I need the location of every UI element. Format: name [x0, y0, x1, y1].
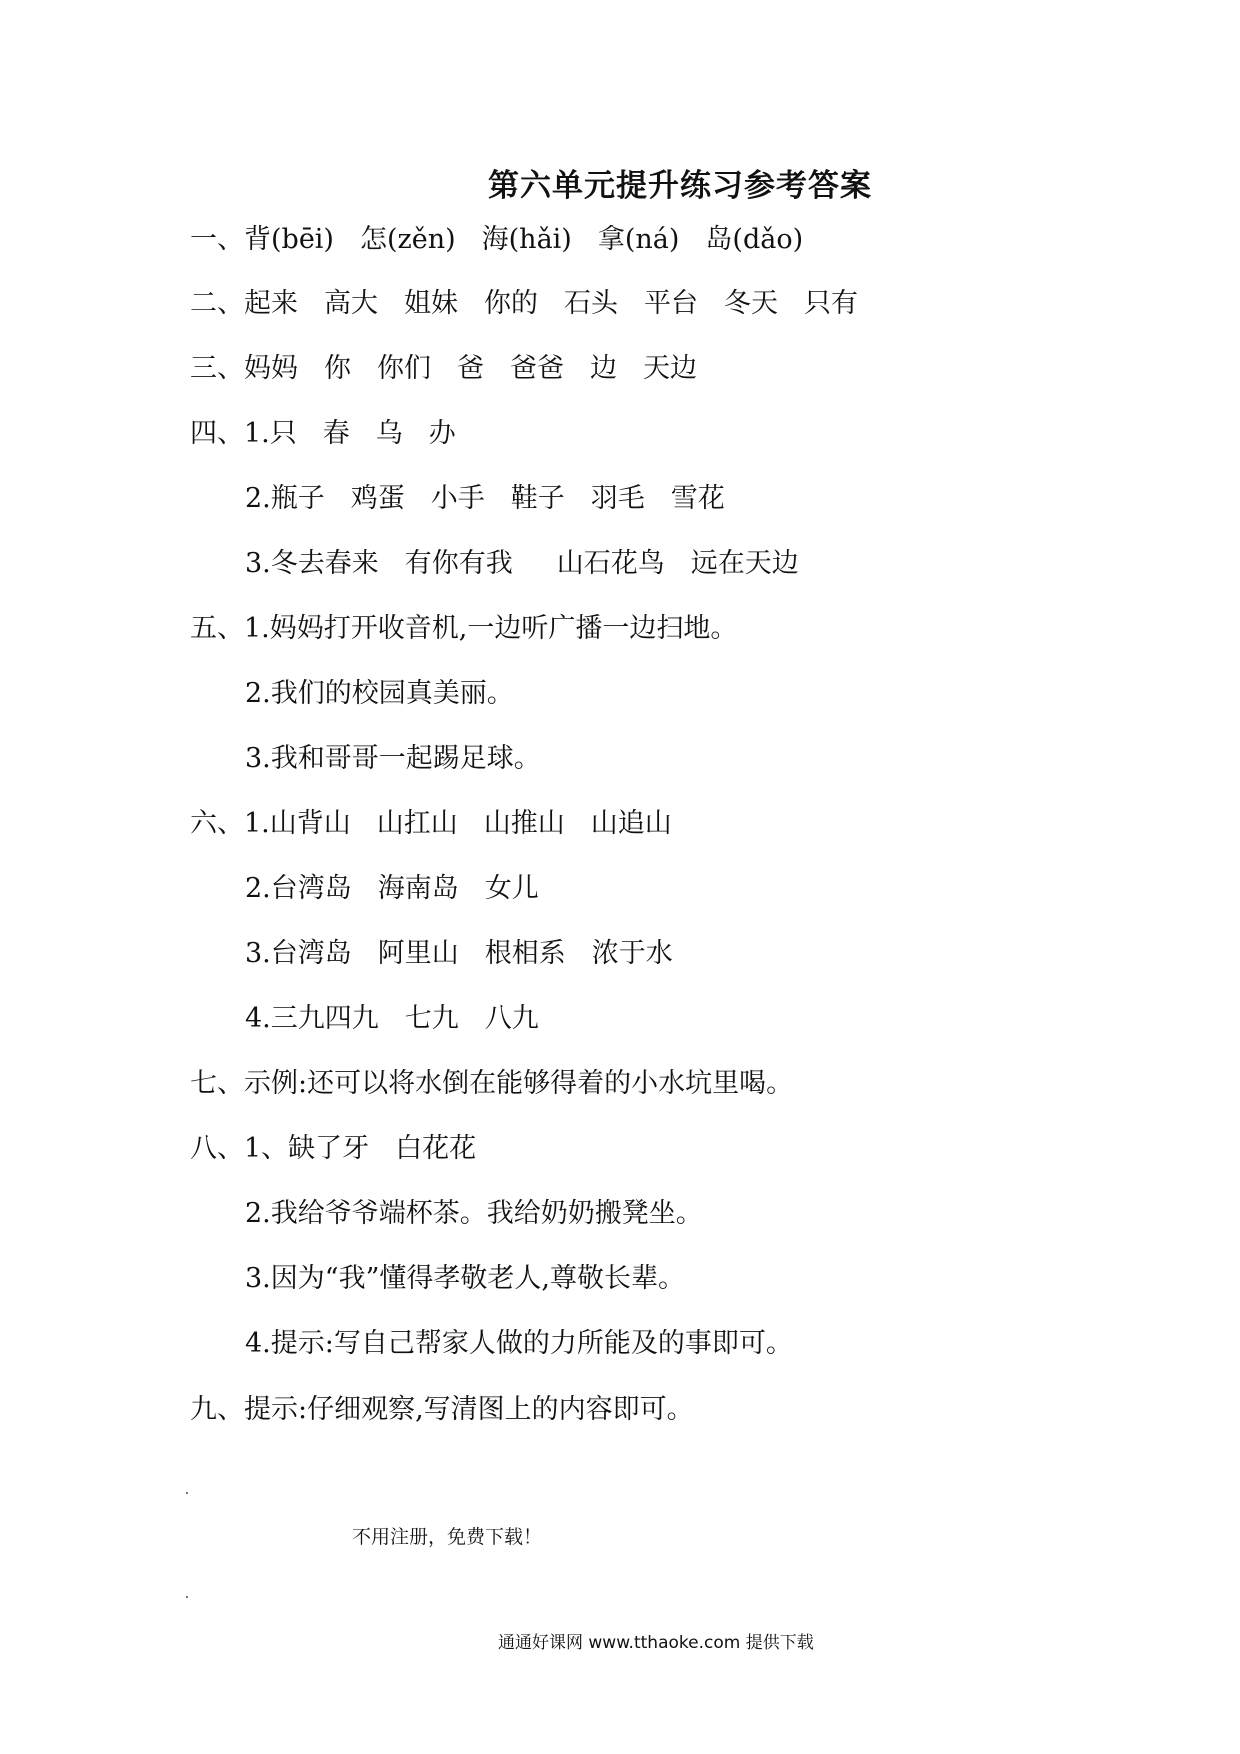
q2-item: 只有	[804, 288, 858, 319]
q5-answer: 2.我们的校园真美丽。	[245, 678, 514, 709]
q1-item: 拿(ná)	[597, 224, 680, 255]
q2-item: 高大	[324, 288, 378, 319]
q4-line-2	[245, 481, 751, 517]
q4-item: 鸡蛋	[350, 483, 405, 514]
q8-item: 1、缺了牙	[244, 1133, 370, 1164]
scan-speck	[186, 1492, 188, 1494]
q4-line-1	[190, 416, 482, 452]
q5-answer: 3.我和哥哥一起踢足球。	[245, 743, 541, 774]
q3-item: 你们	[377, 353, 431, 384]
q4-item: 有你有我	[404, 548, 513, 579]
q2-item: 冬天	[724, 288, 778, 319]
q6-line-4	[245, 1001, 565, 1037]
q5-answer: 1.妈妈打开收音机,一边听广播一边扫地。	[244, 613, 738, 644]
q1-prefix: 一、	[190, 224, 244, 255]
q1-line	[190, 222, 829, 258]
q8-line-2	[245, 1196, 703, 1232]
q4-item: 山石花鸟	[556, 548, 665, 579]
q4-item: 羽毛	[590, 483, 645, 514]
q9-answer: 提示:仔细观察,写清图上的内容即可。	[244, 1394, 694, 1425]
q4-item: 2.瓶子	[245, 483, 325, 514]
q1-item: 海(hǎi)	[481, 224, 572, 255]
q4-item: 春	[322, 418, 350, 449]
q6-item: 浓于水	[591, 938, 673, 969]
q8-line-1	[190, 1131, 502, 1167]
q3-prefix: 三、	[190, 353, 244, 384]
q6-item: 3.台湾岛	[245, 938, 352, 969]
q7-prefix: 七、	[190, 1068, 244, 1099]
q1-item: 背(bēi)	[244, 224, 334, 255]
q7-answer: 示例:还可以将水倒在能够得着的小水坑里喝。	[244, 1068, 794, 1099]
q6-item: 根相系	[484, 938, 566, 969]
q2-item: 起来	[244, 288, 298, 319]
q4-item: 鞋子	[510, 483, 565, 514]
q6-item: 女儿	[484, 873, 539, 904]
q8-item: 白花花	[395, 1133, 477, 1164]
q2-item: 你的	[484, 288, 538, 319]
q6-prefix: 六、	[190, 808, 244, 839]
q1-item: 岛(dǎo)	[705, 224, 804, 255]
q6-line-1	[190, 806, 698, 842]
q1-item: 怎(zěn)	[359, 224, 456, 255]
q6-item: 八九	[484, 1003, 539, 1034]
footer-note: 不用注册，免费下载！	[352, 1526, 543, 1548]
q4-item: 远在天边	[690, 548, 799, 579]
q6-item: 1.山背山	[244, 808, 351, 839]
q6-line-2	[245, 871, 565, 907]
q3-item: 妈妈	[244, 353, 298, 384]
q8-answer: 2.我给爷爷端杯茶。我给奶奶搬凳坐。	[245, 1198, 703, 1229]
q9-line	[190, 1392, 694, 1428]
q6-item: 2.台湾岛	[245, 873, 352, 904]
q2-item: 姐妹	[404, 288, 458, 319]
q6-line-3	[245, 936, 699, 972]
q6-item: 山追山	[590, 808, 672, 839]
q5-line-2	[245, 676, 514, 712]
q3-item: 你	[324, 353, 351, 384]
q8-line-3	[245, 1261, 685, 1297]
q4-prefix: 四、	[190, 418, 244, 449]
q8-line-4	[245, 1326, 793, 1362]
q3-item: 边	[590, 353, 617, 384]
page-title: 第六单元提升练习参考答案	[488, 168, 872, 204]
q2-item: 平台	[644, 288, 698, 319]
q2-prefix: 二、	[190, 288, 244, 319]
scan-speck	[186, 1596, 188, 1598]
q3-line	[190, 351, 723, 387]
q6-item: 海南岛	[377, 873, 459, 904]
q7-line	[190, 1066, 793, 1102]
q4-item: 3.冬去春来	[245, 548, 379, 579]
q4-item: 小手	[430, 483, 485, 514]
q8-answer: 4.提示:写自己帮家人做的力所能及的事即可。	[245, 1328, 793, 1359]
q6-item: 七九	[404, 1003, 459, 1034]
q6-item: 4.三九四九	[245, 1003, 379, 1034]
q8-prefix: 八、	[190, 1133, 244, 1164]
q4-item: 办	[428, 418, 456, 449]
q6-item: 阿里山	[377, 938, 459, 969]
q6-item: 山推山	[483, 808, 565, 839]
q6-item: 山扛山	[376, 808, 458, 839]
q4-item: 乌	[375, 418, 403, 449]
q3-item: 爸爸	[510, 353, 564, 384]
q8-answer: 3.因为“我”懂得孝敬老人,尊敬长辈。	[245, 1263, 685, 1294]
q5-prefix: 五、	[190, 613, 244, 644]
q2-line	[190, 286, 884, 322]
q4-item: 1.只	[244, 418, 297, 449]
q4-line-3	[245, 546, 825, 582]
q5-line-3	[245, 741, 541, 777]
q4-item: 雪花	[670, 483, 725, 514]
q3-item: 天边	[643, 353, 697, 384]
q2-item: 石头	[564, 288, 618, 319]
q5-line-1	[190, 611, 737, 647]
q9-prefix: 九、	[190, 1394, 244, 1425]
footer-source: 通通好课网 www.tthaoke.com 提供下载	[498, 1633, 814, 1653]
q3-item: 爸	[457, 353, 484, 384]
